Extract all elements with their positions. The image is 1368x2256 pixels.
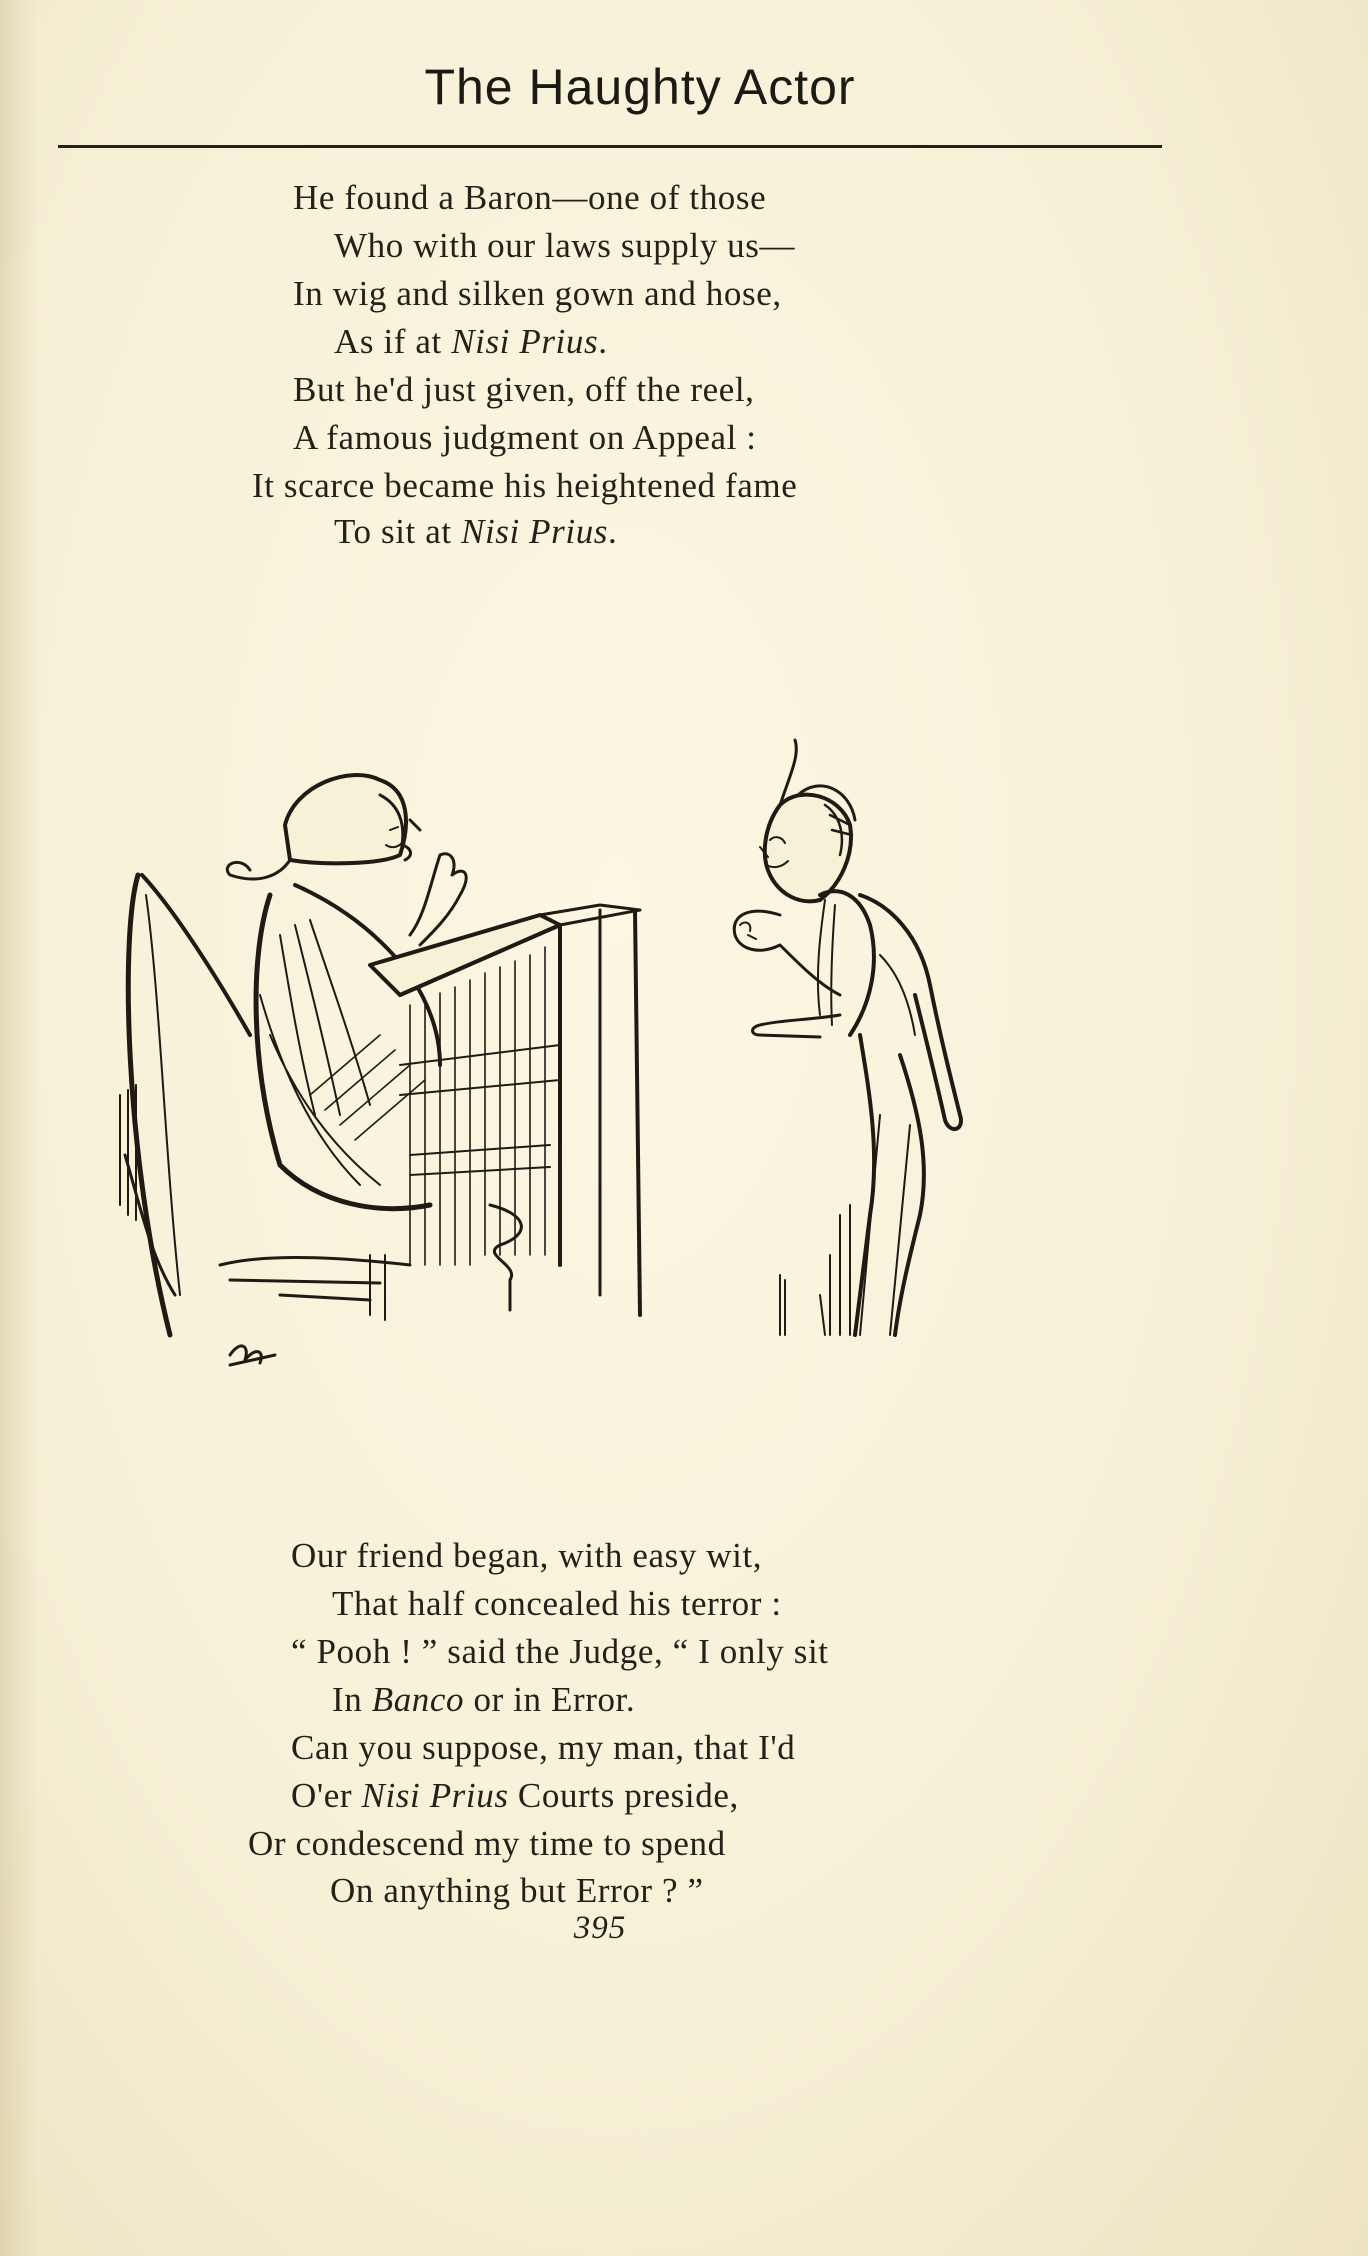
- stanza-2-line-3: “ Pooh ! ” said the Judge, “ I only sit: [291, 1632, 829, 1671]
- stanza-1-line-3: In wig and silken gown and hose,: [293, 274, 782, 313]
- judges-desk: [370, 905, 640, 1315]
- header-rule: [58, 145, 1162, 148]
- stanza-2-line-1: Our friend began, with easy wit,: [291, 1536, 763, 1575]
- stanza-2-line-6: O'er Nisi Prius Courts preside,: [291, 1776, 739, 1815]
- stanza-1-line-4: As if at Nisi Prius.: [334, 322, 608, 361]
- stanza-2-line-8: On anything but Error ? ”: [330, 1871, 704, 1910]
- stanza-1-line-7: It scarce became his heightened fame: [252, 466, 798, 505]
- running-title: The Haughty Actor: [424, 59, 856, 115]
- stanza-1-line-2: Who with our laws supply us—: [334, 226, 796, 265]
- illustration: [80, 735, 1160, 1375]
- judge-figure: [120, 775, 466, 1335]
- page-number: 395: [573, 1910, 627, 1946]
- stanza-2-line-7: Or condescend my time to spend: [248, 1824, 726, 1863]
- stanza-2-line-4: In Banco or in Error.: [332, 1680, 636, 1719]
- stanza-2-line-2: That half concealed his terror :: [332, 1584, 782, 1623]
- stanza-1-line-1: He found a Baron—one of those: [293, 178, 767, 217]
- stanza-1-line-5: But he'd just given, off the reel,: [293, 370, 755, 409]
- artist-monogram: [230, 1346, 275, 1365]
- actor-figure: [734, 740, 961, 1335]
- stanza-1-line-8: To sit at Nisi Prius.: [334, 512, 618, 551]
- stanza-1-line-6: A famous judgment on Appeal :: [293, 418, 757, 457]
- stanza-2-line-5: Can you suppose, my man, that I'd: [291, 1728, 796, 1767]
